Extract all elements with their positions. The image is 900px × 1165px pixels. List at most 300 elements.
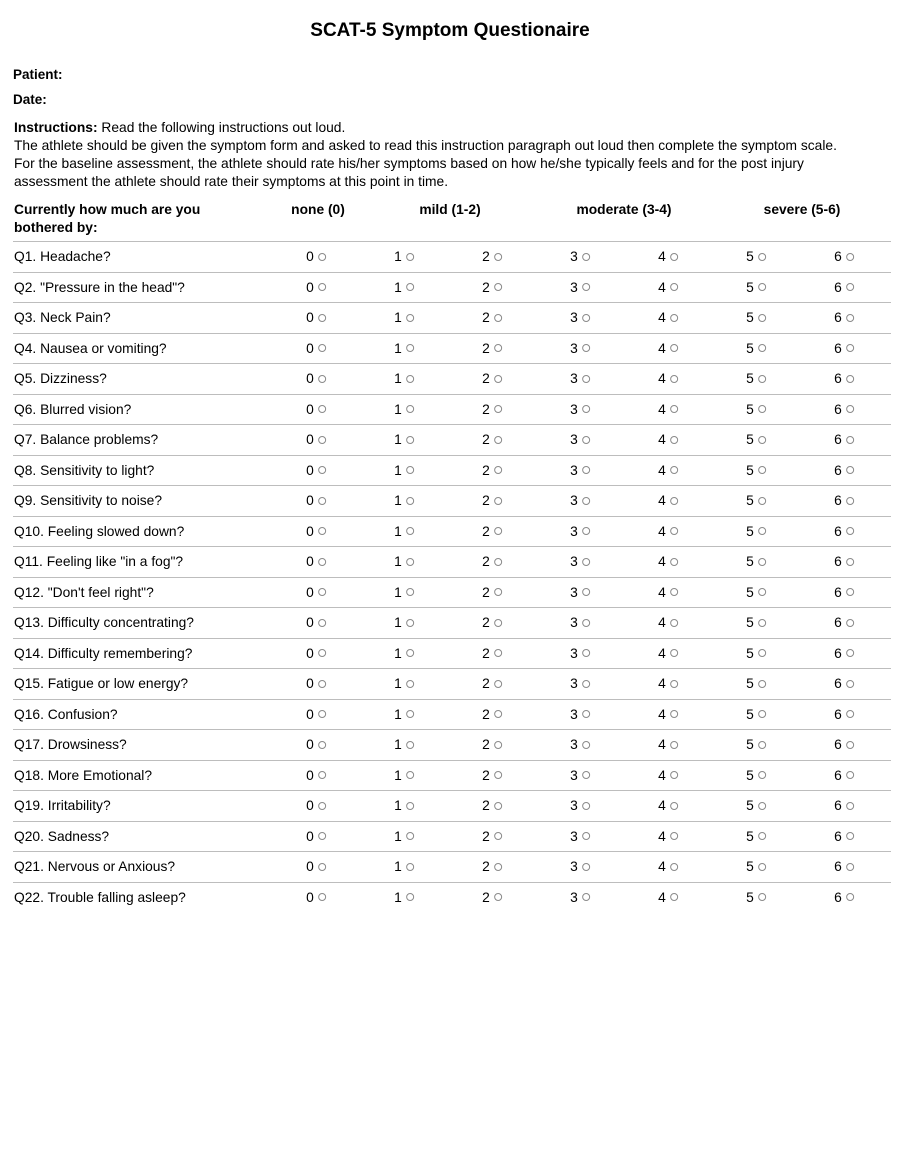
radio-button-icon[interactable]	[406, 375, 414, 383]
rating-option-3[interactable]	[570, 341, 590, 356]
rating-option-4[interactable]	[658, 890, 678, 905]
radio-button-icon[interactable]	[670, 314, 678, 322]
rating-option-3[interactable]	[570, 249, 590, 264]
radio-button-icon[interactable]	[670, 466, 678, 474]
rating-option-2[interactable]	[482, 554, 502, 569]
rating-option-5[interactable]	[746, 676, 766, 691]
radio-button-icon[interactable]	[494, 527, 502, 535]
rating-option-2[interactable]	[482, 676, 502, 691]
radio-button-icon[interactable]	[494, 283, 502, 291]
rating-option-3[interactable]	[570, 432, 590, 447]
rating-option-2[interactable]	[482, 646, 502, 661]
radio-button-icon[interactable]	[582, 527, 590, 535]
radio-button-icon[interactable]	[758, 741, 766, 749]
rating-option-5[interactable]	[746, 707, 766, 722]
radio-button-icon[interactable]	[582, 680, 590, 688]
radio-button-icon[interactable]	[406, 588, 414, 596]
radio-button-icon[interactable]	[318, 314, 326, 322]
radio-button-icon[interactable]	[406, 832, 414, 840]
rating-option-0[interactable]	[306, 676, 326, 691]
radio-button-icon[interactable]	[318, 863, 326, 871]
radio-button-icon[interactable]	[318, 771, 326, 779]
radio-button-icon[interactable]	[846, 344, 854, 352]
rating-option-2[interactable]	[482, 280, 502, 295]
radio-button-icon[interactable]	[318, 497, 326, 505]
radio-button-icon[interactable]	[758, 344, 766, 352]
rating-option-2[interactable]	[482, 585, 502, 600]
rating-option-5[interactable]	[746, 493, 766, 508]
radio-button-icon[interactable]	[406, 405, 414, 413]
rating-option-5[interactable]	[746, 432, 766, 447]
rating-option-1[interactable]	[394, 280, 414, 295]
radio-button-icon[interactable]	[582, 314, 590, 322]
rating-option-2[interactable]	[482, 371, 502, 386]
radio-button-icon[interactable]	[582, 710, 590, 718]
rating-option-6[interactable]	[834, 463, 854, 478]
rating-option-3[interactable]	[570, 310, 590, 325]
rating-option-0[interactable]	[306, 798, 326, 813]
radio-button-icon[interactable]	[846, 375, 854, 383]
rating-option-1[interactable]	[394, 432, 414, 447]
rating-option-6[interactable]	[834, 524, 854, 539]
rating-option-5[interactable]	[746, 829, 766, 844]
rating-option-5[interactable]	[746, 463, 766, 478]
rating-option-6[interactable]	[834, 249, 854, 264]
radio-button-icon[interactable]	[846, 771, 854, 779]
radio-button-icon[interactable]	[582, 283, 590, 291]
rating-option-6[interactable]	[834, 707, 854, 722]
radio-button-icon[interactable]	[582, 588, 590, 596]
rating-option-1[interactable]	[394, 493, 414, 508]
rating-option-6[interactable]	[834, 829, 854, 844]
rating-option-4[interactable]	[658, 615, 678, 630]
radio-button-icon[interactable]	[406, 527, 414, 535]
radio-button-icon[interactable]	[318, 344, 326, 352]
radio-button-icon[interactable]	[758, 619, 766, 627]
radio-button-icon[interactable]	[582, 375, 590, 383]
rating-option-6[interactable]	[834, 585, 854, 600]
rating-option-4[interactable]	[658, 280, 678, 295]
rating-option-6[interactable]	[834, 402, 854, 417]
radio-button-icon[interactable]	[758, 253, 766, 261]
radio-button-icon[interactable]	[318, 253, 326, 261]
radio-button-icon[interactable]	[318, 893, 326, 901]
radio-button-icon[interactable]	[494, 375, 502, 383]
radio-button-icon[interactable]	[582, 466, 590, 474]
radio-button-icon[interactable]	[494, 649, 502, 657]
rating-option-1[interactable]	[394, 402, 414, 417]
rating-option-3[interactable]	[570, 707, 590, 722]
radio-button-icon[interactable]	[582, 253, 590, 261]
radio-button-icon[interactable]	[758, 558, 766, 566]
radio-button-icon[interactable]	[494, 832, 502, 840]
radio-button-icon[interactable]	[494, 344, 502, 352]
radio-button-icon[interactable]	[846, 802, 854, 810]
radio-button-icon[interactable]	[758, 680, 766, 688]
rating-option-0[interactable]	[306, 371, 326, 386]
rating-option-3[interactable]	[570, 371, 590, 386]
radio-button-icon[interactable]	[582, 344, 590, 352]
rating-option-0[interactable]	[306, 402, 326, 417]
rating-option-6[interactable]	[834, 371, 854, 386]
rating-option-2[interactable]	[482, 707, 502, 722]
rating-option-0[interactable]	[306, 737, 326, 752]
rating-option-0[interactable]	[306, 859, 326, 874]
radio-button-icon[interactable]	[846, 588, 854, 596]
rating-option-3[interactable]	[570, 798, 590, 813]
rating-option-4[interactable]	[658, 524, 678, 539]
rating-option-2[interactable]	[482, 432, 502, 447]
radio-button-icon[interactable]	[582, 405, 590, 413]
rating-option-6[interactable]	[834, 768, 854, 783]
rating-option-3[interactable]	[570, 585, 590, 600]
radio-button-icon[interactable]	[846, 832, 854, 840]
radio-button-icon[interactable]	[494, 710, 502, 718]
rating-option-0[interactable]	[306, 280, 326, 295]
radio-button-icon[interactable]	[758, 588, 766, 596]
rating-option-6[interactable]	[834, 341, 854, 356]
rating-option-1[interactable]	[394, 829, 414, 844]
rating-option-4[interactable]	[658, 341, 678, 356]
rating-option-5[interactable]	[746, 280, 766, 295]
rating-option-1[interactable]	[394, 859, 414, 874]
radio-button-icon[interactable]	[846, 283, 854, 291]
rating-option-6[interactable]	[834, 859, 854, 874]
rating-option-2[interactable]	[482, 798, 502, 813]
radio-button-icon[interactable]	[406, 680, 414, 688]
radio-button-icon[interactable]	[406, 344, 414, 352]
radio-button-icon[interactable]	[758, 375, 766, 383]
radio-button-icon[interactable]	[318, 741, 326, 749]
radio-button-icon[interactable]	[318, 832, 326, 840]
rating-option-6[interactable]	[834, 554, 854, 569]
rating-option-4[interactable]	[658, 829, 678, 844]
rating-option-6[interactable]	[834, 798, 854, 813]
rating-option-0[interactable]	[306, 310, 326, 325]
rating-option-4[interactable]	[658, 707, 678, 722]
rating-option-4[interactable]	[658, 310, 678, 325]
rating-option-5[interactable]	[746, 768, 766, 783]
rating-option-3[interactable]	[570, 829, 590, 844]
rating-option-4[interactable]	[658, 554, 678, 569]
radio-button-icon[interactable]	[494, 497, 502, 505]
rating-option-3[interactable]	[570, 524, 590, 539]
radio-button-icon[interactable]	[406, 893, 414, 901]
rating-option-4[interactable]	[658, 646, 678, 661]
radio-button-icon[interactable]	[318, 710, 326, 718]
radio-button-icon[interactable]	[494, 893, 502, 901]
radio-button-icon[interactable]	[846, 436, 854, 444]
radio-button-icon[interactable]	[318, 405, 326, 413]
rating-option-1[interactable]	[394, 463, 414, 478]
rating-option-5[interactable]	[746, 859, 766, 874]
rating-option-4[interactable]	[658, 249, 678, 264]
rating-option-3[interactable]	[570, 859, 590, 874]
radio-button-icon[interactable]	[582, 832, 590, 840]
radio-button-icon[interactable]	[670, 283, 678, 291]
radio-button-icon[interactable]	[846, 680, 854, 688]
rating-option-2[interactable]	[482, 524, 502, 539]
radio-button-icon[interactable]	[846, 497, 854, 505]
rating-option-5[interactable]	[746, 310, 766, 325]
rating-option-2[interactable]	[482, 737, 502, 752]
rating-option-0[interactable]	[306, 432, 326, 447]
radio-button-icon[interactable]	[494, 466, 502, 474]
radio-button-icon[interactable]	[582, 741, 590, 749]
rating-option-1[interactable]	[394, 585, 414, 600]
rating-option-0[interactable]	[306, 890, 326, 905]
rating-option-4[interactable]	[658, 859, 678, 874]
rating-option-4[interactable]	[658, 737, 678, 752]
rating-option-2[interactable]	[482, 310, 502, 325]
radio-button-icon[interactable]	[758, 863, 766, 871]
radio-button-icon[interactable]	[318, 527, 326, 535]
radio-button-icon[interactable]	[494, 680, 502, 688]
radio-button-icon[interactable]	[758, 832, 766, 840]
rating-option-1[interactable]	[394, 249, 414, 264]
rating-option-4[interactable]	[658, 798, 678, 813]
radio-button-icon[interactable]	[318, 588, 326, 596]
radio-button-icon[interactable]	[758, 314, 766, 322]
radio-button-icon[interactable]	[494, 863, 502, 871]
radio-button-icon[interactable]	[406, 710, 414, 718]
rating-option-0[interactable]	[306, 707, 326, 722]
radio-button-icon[interactable]	[758, 802, 766, 810]
radio-button-icon[interactable]	[582, 649, 590, 657]
rating-option-6[interactable]	[834, 493, 854, 508]
radio-button-icon[interactable]	[494, 588, 502, 596]
rating-option-0[interactable]	[306, 341, 326, 356]
radio-button-icon[interactable]	[582, 558, 590, 566]
radio-button-icon[interactable]	[494, 436, 502, 444]
radio-button-icon[interactable]	[758, 497, 766, 505]
radio-button-icon[interactable]	[494, 802, 502, 810]
rating-option-6[interactable]	[834, 615, 854, 630]
radio-button-icon[interactable]	[758, 405, 766, 413]
rating-option-6[interactable]	[834, 890, 854, 905]
rating-option-4[interactable]	[658, 432, 678, 447]
rating-option-0[interactable]	[306, 463, 326, 478]
radio-button-icon[interactable]	[494, 619, 502, 627]
rating-option-5[interactable]	[746, 646, 766, 661]
rating-option-5[interactable]	[746, 798, 766, 813]
radio-button-icon[interactable]	[758, 893, 766, 901]
rating-option-6[interactable]	[834, 646, 854, 661]
radio-button-icon[interactable]	[494, 558, 502, 566]
radio-button-icon[interactable]	[846, 863, 854, 871]
rating-option-0[interactable]	[306, 524, 326, 539]
rating-option-5[interactable]	[746, 890, 766, 905]
rating-option-3[interactable]	[570, 676, 590, 691]
rating-option-3[interactable]	[570, 463, 590, 478]
rating-option-2[interactable]	[482, 249, 502, 264]
rating-option-6[interactable]	[834, 737, 854, 752]
rating-option-3[interactable]	[570, 493, 590, 508]
radio-button-icon[interactable]	[406, 314, 414, 322]
radio-button-icon[interactable]	[670, 710, 678, 718]
rating-option-0[interactable]	[306, 768, 326, 783]
radio-button-icon[interactable]	[318, 802, 326, 810]
rating-option-3[interactable]	[570, 890, 590, 905]
radio-button-icon[interactable]	[670, 619, 678, 627]
rating-option-0[interactable]	[306, 493, 326, 508]
rating-option-0[interactable]	[306, 615, 326, 630]
rating-option-4[interactable]	[658, 493, 678, 508]
rating-option-4[interactable]	[658, 768, 678, 783]
radio-button-icon[interactable]	[846, 649, 854, 657]
radio-button-icon[interactable]	[846, 710, 854, 718]
rating-option-1[interactable]	[394, 371, 414, 386]
rating-option-4[interactable]	[658, 585, 678, 600]
radio-button-icon[interactable]	[670, 802, 678, 810]
rating-option-3[interactable]	[570, 554, 590, 569]
rating-option-6[interactable]	[834, 432, 854, 447]
rating-option-1[interactable]	[394, 890, 414, 905]
rating-option-5[interactable]	[746, 615, 766, 630]
radio-button-icon[interactable]	[670, 863, 678, 871]
radio-button-icon[interactable]	[406, 253, 414, 261]
radio-button-icon[interactable]	[758, 710, 766, 718]
radio-button-icon[interactable]	[670, 527, 678, 535]
radio-button-icon[interactable]	[670, 436, 678, 444]
radio-button-icon[interactable]	[318, 283, 326, 291]
rating-option-5[interactable]	[746, 554, 766, 569]
rating-option-0[interactable]	[306, 554, 326, 569]
radio-button-icon[interactable]	[318, 649, 326, 657]
rating-option-1[interactable]	[394, 676, 414, 691]
rating-option-4[interactable]	[658, 676, 678, 691]
radio-button-icon[interactable]	[406, 649, 414, 657]
rating-option-5[interactable]	[746, 737, 766, 752]
radio-button-icon[interactable]	[758, 527, 766, 535]
radio-button-icon[interactable]	[406, 771, 414, 779]
radio-button-icon[interactable]	[582, 863, 590, 871]
rating-option-3[interactable]	[570, 280, 590, 295]
radio-button-icon[interactable]	[846, 527, 854, 535]
radio-button-icon[interactable]	[406, 466, 414, 474]
rating-option-3[interactable]	[570, 768, 590, 783]
radio-button-icon[interactable]	[846, 893, 854, 901]
radio-button-icon[interactable]	[494, 741, 502, 749]
rating-option-1[interactable]	[394, 798, 414, 813]
radio-button-icon[interactable]	[758, 466, 766, 474]
radio-button-icon[interactable]	[318, 619, 326, 627]
rating-option-2[interactable]	[482, 768, 502, 783]
rating-option-2[interactable]	[482, 493, 502, 508]
rating-option-6[interactable]	[834, 676, 854, 691]
radio-button-icon[interactable]	[670, 253, 678, 261]
radio-button-icon[interactable]	[758, 649, 766, 657]
radio-button-icon[interactable]	[670, 893, 678, 901]
radio-button-icon[interactable]	[670, 741, 678, 749]
radio-button-icon[interactable]	[670, 649, 678, 657]
rating-option-2[interactable]	[482, 463, 502, 478]
rating-option-5[interactable]	[746, 402, 766, 417]
radio-button-icon[interactable]	[846, 558, 854, 566]
radio-button-icon[interactable]	[494, 314, 502, 322]
radio-button-icon[interactable]	[582, 497, 590, 505]
rating-option-4[interactable]	[658, 463, 678, 478]
rating-option-2[interactable]	[482, 615, 502, 630]
radio-button-icon[interactable]	[670, 832, 678, 840]
rating-option-5[interactable]	[746, 249, 766, 264]
rating-option-3[interactable]	[570, 402, 590, 417]
radio-button-icon[interactable]	[406, 558, 414, 566]
rating-option-1[interactable]	[394, 524, 414, 539]
radio-button-icon[interactable]	[758, 771, 766, 779]
radio-button-icon[interactable]	[670, 405, 678, 413]
rating-option-4[interactable]	[658, 402, 678, 417]
rating-option-3[interactable]	[570, 646, 590, 661]
rating-option-1[interactable]	[394, 554, 414, 569]
rating-option-1[interactable]	[394, 615, 414, 630]
rating-option-1[interactable]	[394, 737, 414, 752]
rating-option-5[interactable]	[746, 585, 766, 600]
rating-option-5[interactable]	[746, 524, 766, 539]
rating-option-5[interactable]	[746, 371, 766, 386]
rating-option-0[interactable]	[306, 829, 326, 844]
rating-option-1[interactable]	[394, 646, 414, 661]
radio-button-icon[interactable]	[582, 893, 590, 901]
rating-option-0[interactable]	[306, 585, 326, 600]
radio-button-icon[interactable]	[670, 680, 678, 688]
radio-button-icon[interactable]	[582, 802, 590, 810]
radio-button-icon[interactable]	[670, 375, 678, 383]
radio-button-icon[interactable]	[670, 344, 678, 352]
radio-button-icon[interactable]	[582, 619, 590, 627]
radio-button-icon[interactable]	[670, 588, 678, 596]
radio-button-icon[interactable]	[670, 497, 678, 505]
rating-option-2[interactable]	[482, 402, 502, 417]
radio-button-icon[interactable]	[494, 771, 502, 779]
rating-option-1[interactable]	[394, 341, 414, 356]
rating-option-1[interactable]	[394, 707, 414, 722]
rating-option-4[interactable]	[658, 371, 678, 386]
radio-button-icon[interactable]	[846, 466, 854, 474]
rating-option-2[interactable]	[482, 890, 502, 905]
rating-option-6[interactable]	[834, 310, 854, 325]
rating-option-2[interactable]	[482, 341, 502, 356]
radio-button-icon[interactable]	[846, 314, 854, 322]
radio-button-icon[interactable]	[846, 405, 854, 413]
rating-option-0[interactable]	[306, 249, 326, 264]
radio-button-icon[interactable]	[406, 283, 414, 291]
radio-button-icon[interactable]	[670, 771, 678, 779]
radio-button-icon[interactable]	[406, 741, 414, 749]
rating-option-3[interactable]	[570, 737, 590, 752]
rating-option-6[interactable]	[834, 280, 854, 295]
radio-button-icon[interactable]	[494, 405, 502, 413]
radio-button-icon[interactable]	[582, 771, 590, 779]
radio-button-icon[interactable]	[406, 802, 414, 810]
radio-button-icon[interactable]	[758, 436, 766, 444]
rating-option-0[interactable]	[306, 646, 326, 661]
radio-button-icon[interactable]	[318, 375, 326, 383]
rating-option-1[interactable]	[394, 768, 414, 783]
rating-option-5[interactable]	[746, 341, 766, 356]
radio-button-icon[interactable]	[318, 680, 326, 688]
radio-button-icon[interactable]	[846, 253, 854, 261]
radio-button-icon[interactable]	[318, 466, 326, 474]
radio-button-icon[interactable]	[406, 863, 414, 871]
radio-button-icon[interactable]	[406, 497, 414, 505]
radio-button-icon[interactable]	[318, 436, 326, 444]
radio-button-icon[interactable]	[846, 741, 854, 749]
radio-button-icon[interactable]	[318, 558, 326, 566]
radio-button-icon[interactable]	[758, 283, 766, 291]
rating-option-1[interactable]	[394, 310, 414, 325]
radio-button-icon[interactable]	[846, 619, 854, 627]
